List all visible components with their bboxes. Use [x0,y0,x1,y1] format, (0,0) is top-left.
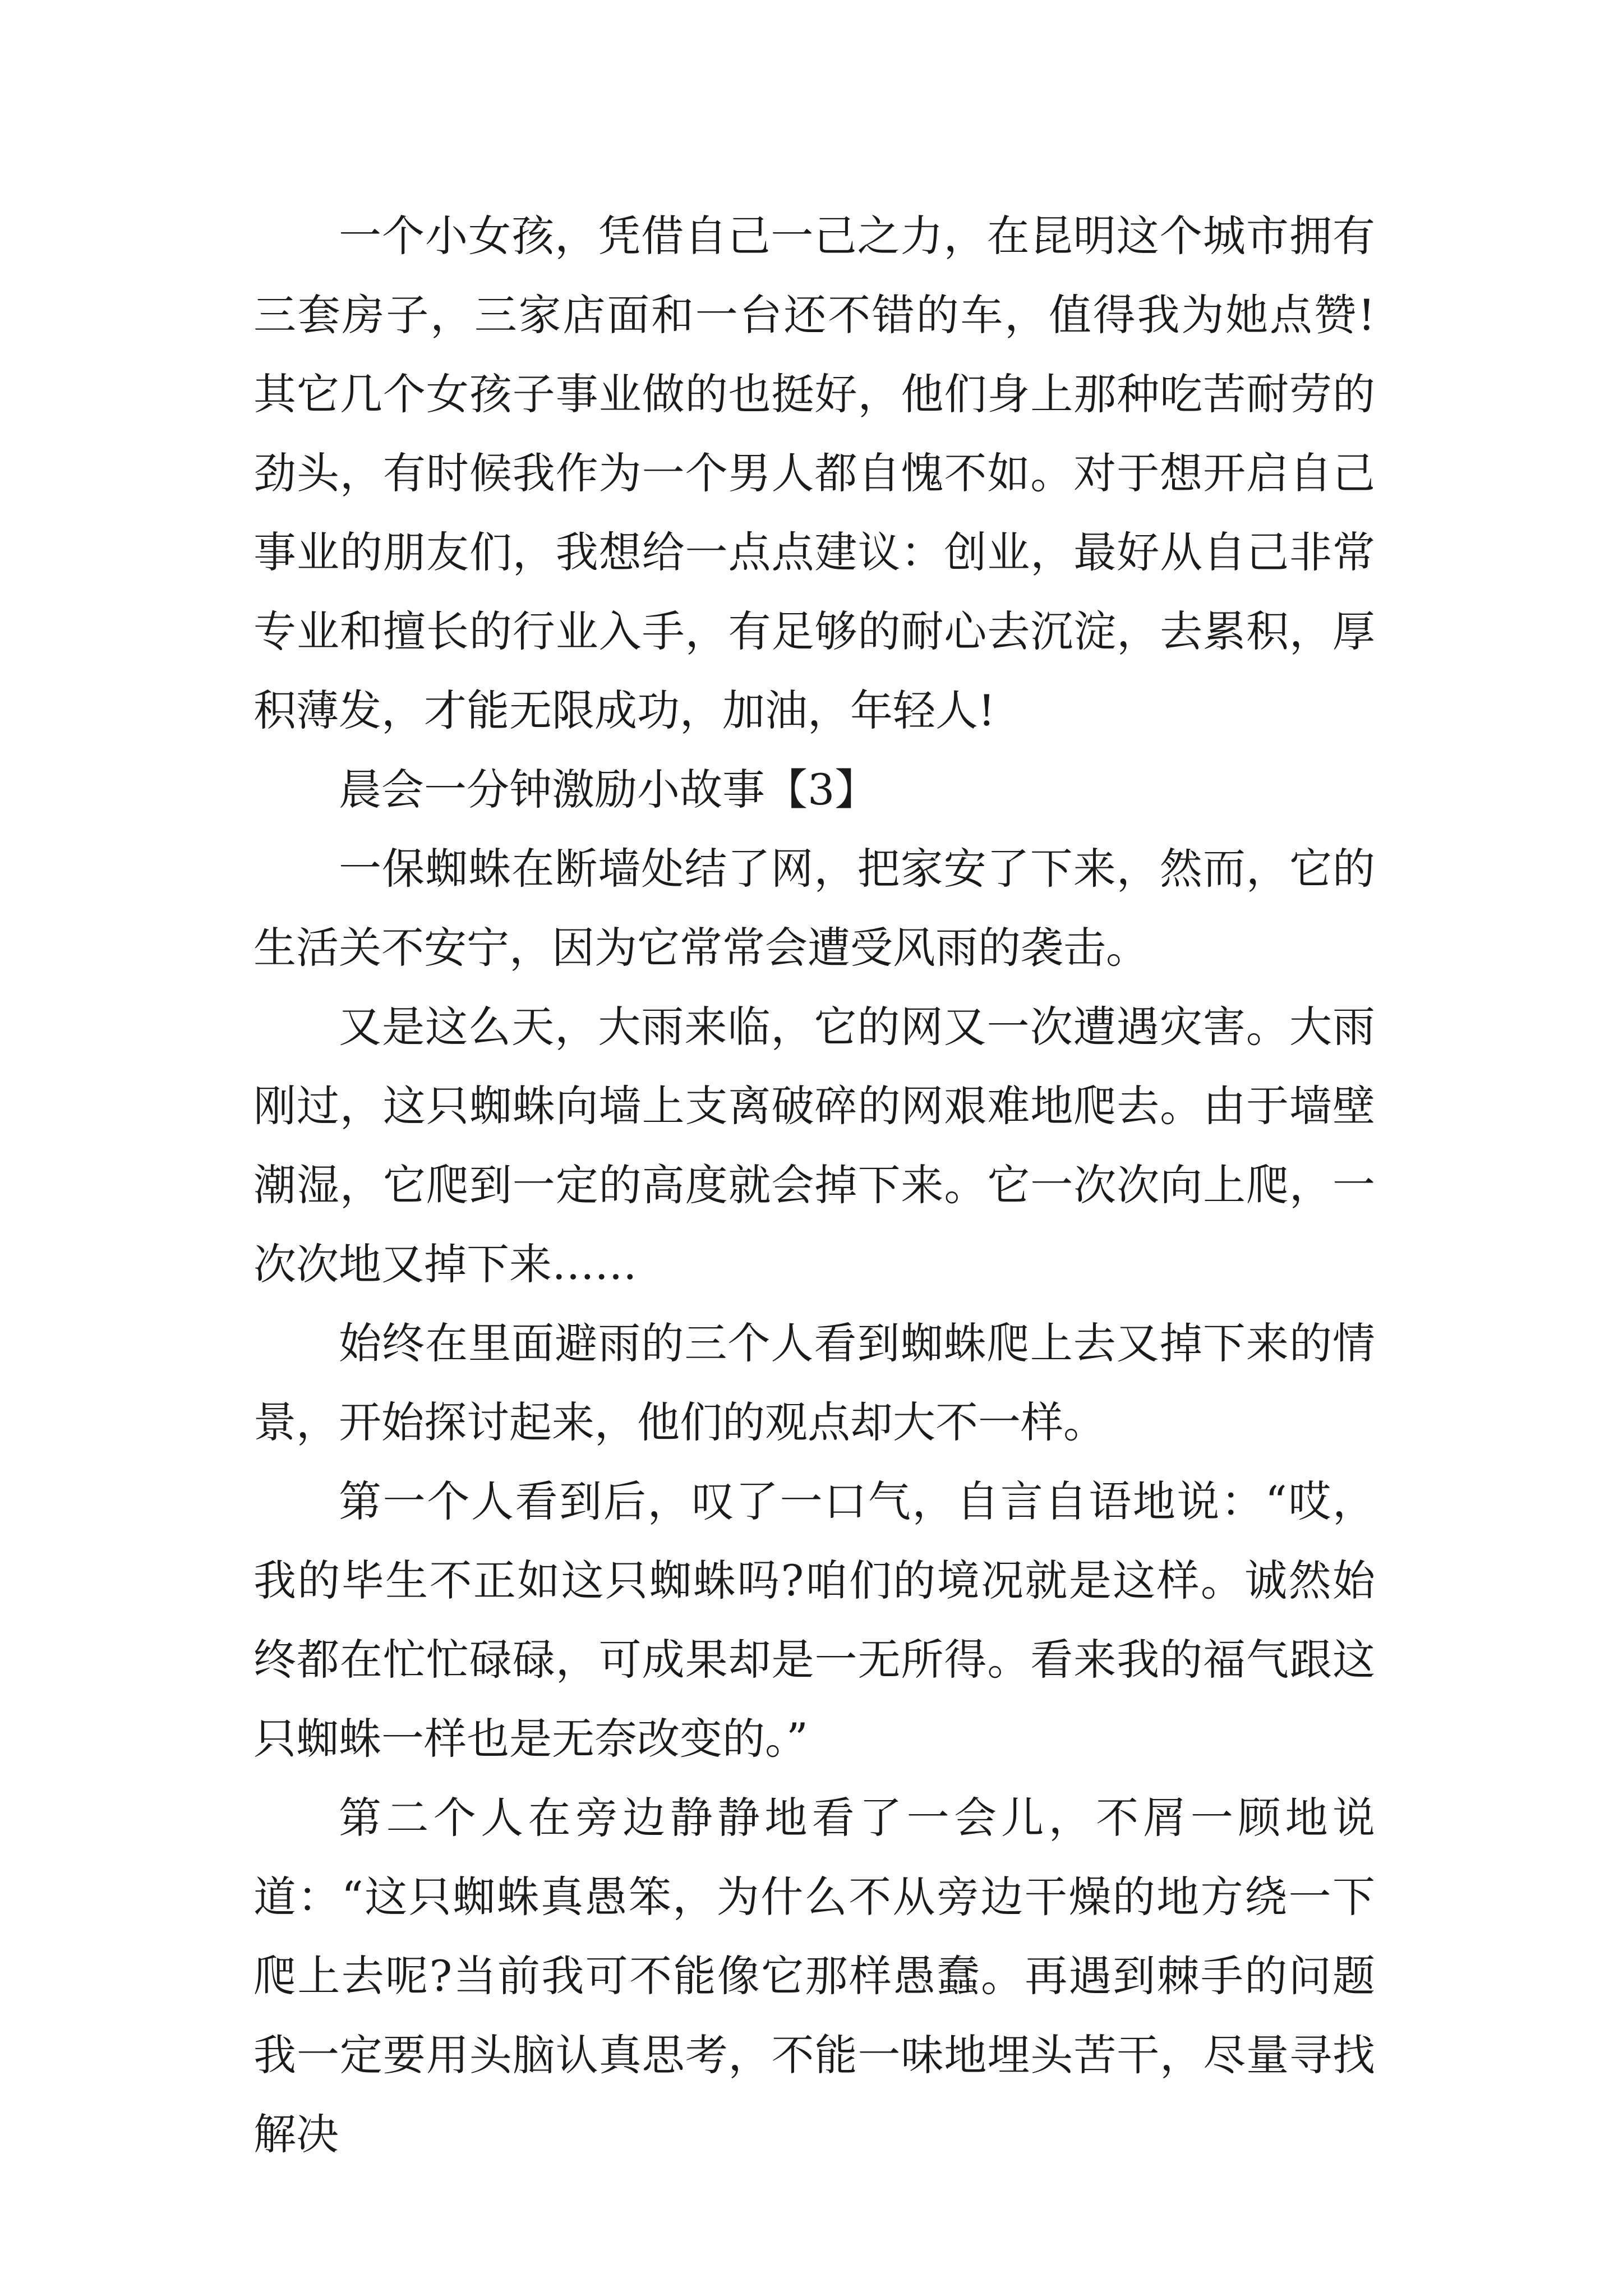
paragraph-second-person: 第二个人在旁边静静地看了一会儿，不屑一顾地说道：“这只蜘蛛真愚笨，为什么不从旁边干燥的地方绕一下爬上去呢?当前我可不能像它那样愚蠢。再遇到棘手的问题我一定要用头脑认真思考，不能一味地埋头苦干，尽量寻找解决 [253,1793,1375,2159]
paragraph-success-story: 一个小女孩，凭借自己一己之力，在昆明这个城市拥有三套房子，三家店面和一台还不错的车，值得我为她点赞!其它几个女孩子事业做的也挺好，他们身上那种吃苦耐劳的劲头，有时候我作为一个男人都自愧不如。对于想开启自己事业的朋友们，我想给一点点建议：创业，最好从自己非常专业和擅长的行业入手，有足够的耐心去沉淀，去累积，厚积薄发，才能无限成功，加油，年轻人! [253,211,1375,735]
paragraph-rainstorm: 又是这么天，大雨来临，它的网又一次遭遇灾害。大雨刚过，这只蜘蛛向墙上支离破碎的网艰难地爬去。由于墙壁潮湿，它爬到一定的高度就会掉下来。它一次次向上爬，一次次地又掉下来…… [253,1002,1375,1289]
body-text [253,196,1375,2174]
section-heading: 晨会一分钟激励小故事【3】 [339,765,878,815]
paragraph-first-person: 第一个人看到后，叹了一口气，自言自语地说：“哎，我的毕生不正如这只蜘蛛吗?咱们的境况就是这样。诚然始终都在忙忙碌碌，可成果却是一无所得。看来我的福气跟这只蜘蛛一样也是无奈改变的。” [253,1476,1375,1764]
paragraph-three-people: 始终在里面避雨的三个人看到蜘蛛爬上去又掉下来的情景，开始探讨起来，他们的观点却大不一样。 [253,1318,1375,1447]
paragraph-spider-web: 一保蜘蛛在断墙处结了网，把家安了下来，然而，它的生活关不安宁，因为它常常会遭受风雨的袭击。 [253,844,1375,973]
